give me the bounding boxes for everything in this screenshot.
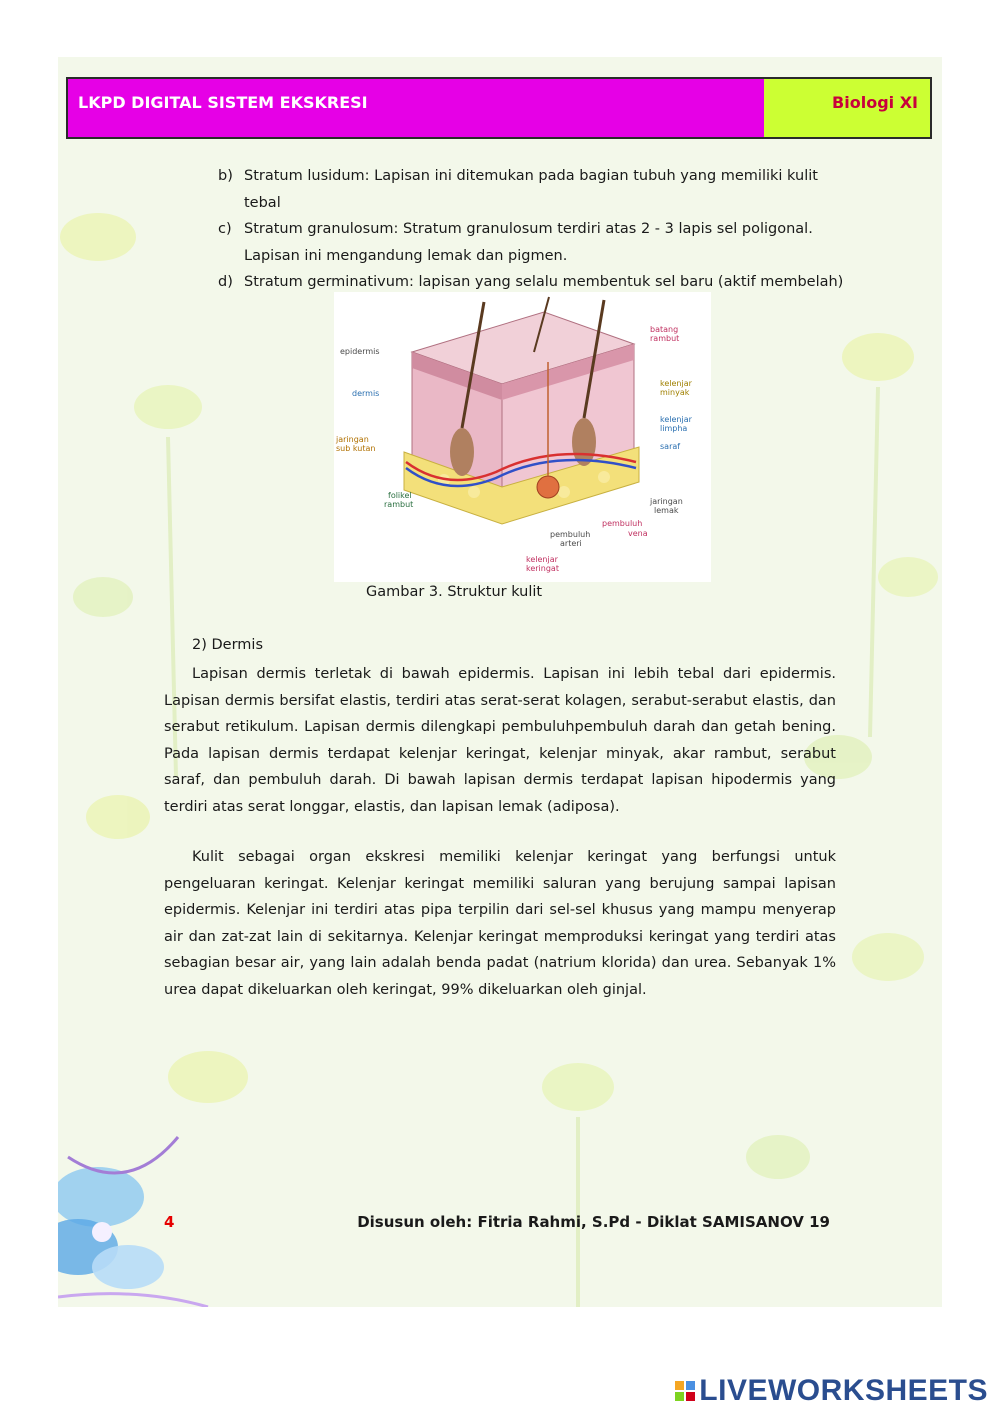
list-marker: b) <box>218 168 233 184</box>
liveworksheets-logo <box>675 1374 988 1408</box>
section-title: 2) Dermis <box>192 637 263 653</box>
flower-corner-decoration <box>58 1137 208 1307</box>
page-header <box>66 77 932 139</box>
label-jaringan-lemak-1: jaringan <box>650 497 683 506</box>
label-pembuluh-arteri-1: pembuluh <box>550 530 591 539</box>
list-text: Stratum lusidum: Lapisan ini ditemukan pada bagian tubuh yang memiliki kulit tebal <box>244 168 818 211</box>
paragraph-dermis: Lapisan dermis terletak di bawah epidermis. Lapisan ini lebih tebal dari epidermis. Lapisan dermis bersifat elastis, terdiri atas serat-serat kolagen, serabut-serabut elastis, dan serabut retikulum. Lapisan dermis dilengkapi pembuluhpembuluh darah dan getah bening. Pada lapisan dermis terdapat kelenjar keringat, kelenjar minyak, akar rambut, serabut saraf, dan pembuluh darah. Di bawah lapisan dermis terdapat lapisan hipodermis yang terdiri atas serat longgar, elastis, dan lapisan lemak (adiposa). <box>164 666 836 815</box>
worksheet-page <box>58 57 942 1307</box>
label-pembuluh-vena-2: vena <box>628 529 648 538</box>
header-title: LKPD DIGITAL SISTEM EKSKRESI <box>68 79 764 137</box>
label-pembuluh-vena-1: pembuluh <box>602 519 643 528</box>
list-marker: c) <box>218 221 232 237</box>
label-jaringan-lemak-2: lemak <box>654 506 679 515</box>
label-kelenjar-minyak-1: kelenjar <box>660 379 692 388</box>
skin-structure-figure <box>334 292 711 582</box>
label-jaringan-subkutan-2: sub kutan <box>336 444 376 453</box>
label-dermis: dermis <box>352 389 380 398</box>
label-kelenjar-limpha-2: limpha <box>660 424 688 433</box>
label-batang-1: batang <box>650 325 679 334</box>
label-kelenjar-keringat-1: kelenjar <box>526 555 558 564</box>
label-kelenjar-limpha-1: kelenjar <box>660 415 692 424</box>
footer-credit: Disusun oleh: Fitria Rahmi, S.Pd - Diklat SAMISANOV 19 <box>357 1213 830 1231</box>
label-folikel-1: folikel <box>388 491 412 500</box>
list-text: Stratum germinativum: lapisan yang selalu membentuk sel baru (aktif membelah) <box>244 274 844 290</box>
list-marker: d) <box>218 274 233 290</box>
list-item <box>218 216 858 269</box>
label-saraf: saraf <box>660 442 681 451</box>
label-pembuluh-arteri-2: arteri <box>560 539 582 548</box>
label-jaringan-subkutan-1: jaringan <box>336 435 369 444</box>
list-item <box>218 163 858 216</box>
logo-grid-icon <box>675 1381 695 1401</box>
label-batang-2: rambut <box>650 334 680 343</box>
logo-text: LIVEWORKSHEETS <box>699 1374 988 1407</box>
page-number: 4 <box>164 1213 175 1231</box>
paragraph-sweat-gland: Kulit sebagai organ ekskresi memiliki kelenjar keringat yang berfungsi untuk pengeluaran keringat. Kelenjar keringat memiliki saluran yang berujung sampai lapisan epidermis. Kelenjar ini terdiri atas pipa terpilin dari sel-sel khusus yang mampu menyerap air dan zat-zat lain di sekitarnya. Kelenjar keringat memproduksi keringat yang terdiri atas sebagian besar air, yang lain adalah benda padat (natrium klorida) dan urea. Sebanyak 1% urea dapat dikeluarkan oleh keringat, 99% dikeluarkan oleh ginjal. <box>164 849 836 998</box>
label-epidermis: epidermis <box>340 347 380 356</box>
skin-diagram <box>334 292 711 582</box>
label-kelenjar-minyak-2: minyak <box>660 388 690 397</box>
figure-caption: Gambar 3. Struktur kulit <box>366 584 543 600</box>
stratum-list <box>218 163 858 296</box>
label-kelenjar-keringat-2: keringat <box>526 564 559 573</box>
header-subject: Biologi XI <box>764 79 930 137</box>
label-folikel-2: rambut <box>384 500 414 509</box>
list-text: Stratum granulosum: Stratum granulosum terdiri atas 2 - 3 lapis sel poligonal. Lapisan ini mengandung lemak dan pigmen. <box>244 221 813 264</box>
